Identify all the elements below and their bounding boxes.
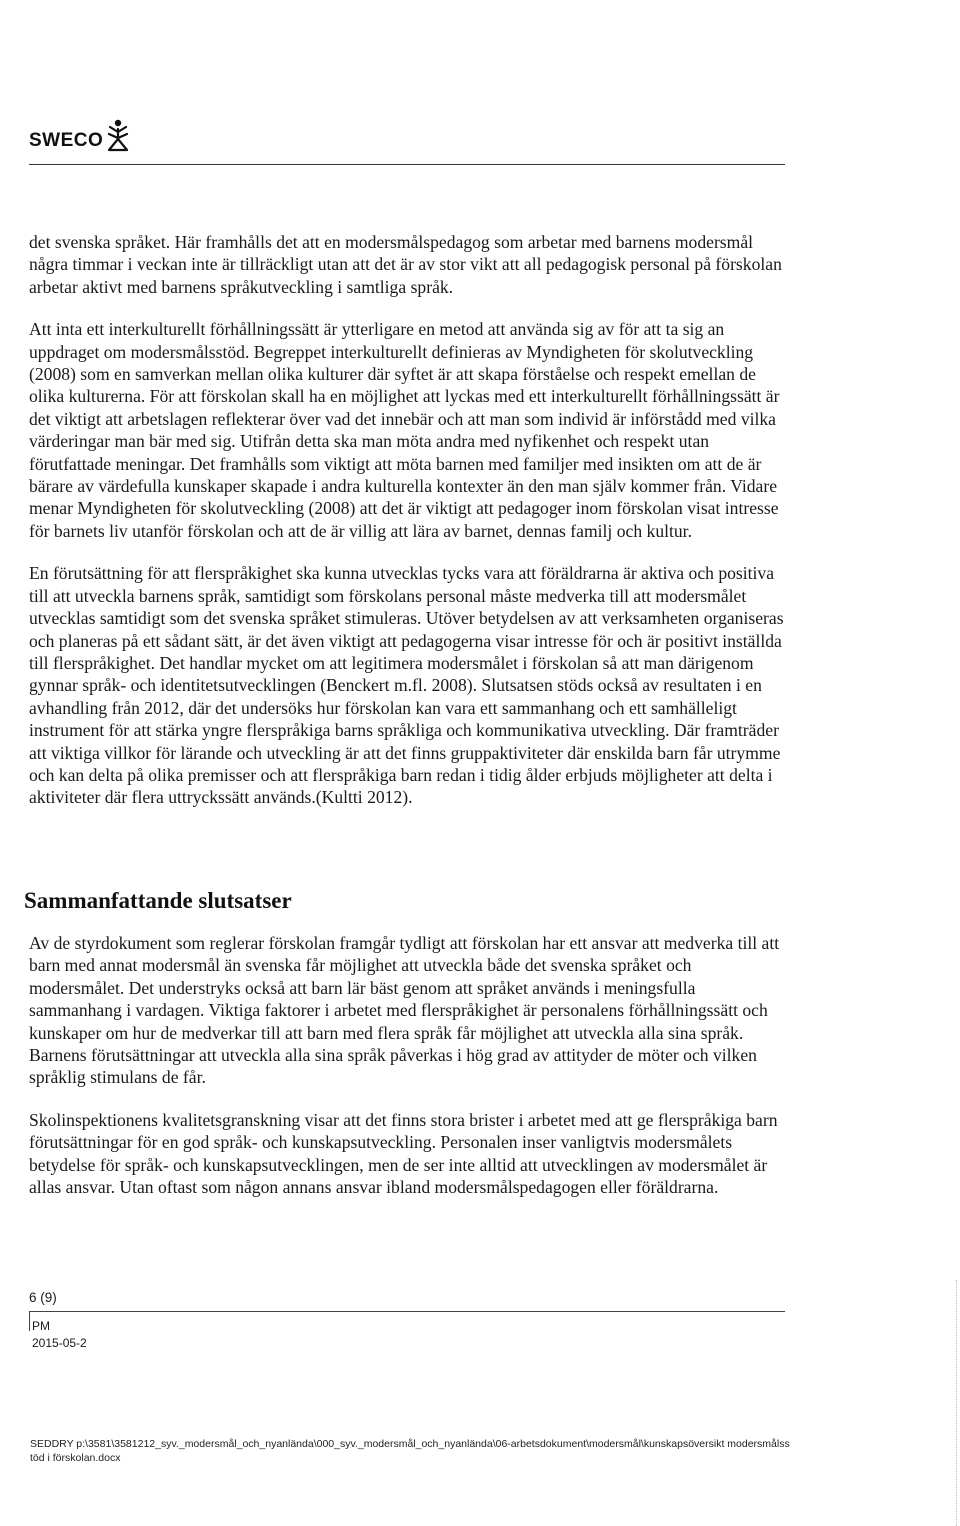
page-number: 6 (9) — [29, 1290, 57, 1305]
sweco-person-icon — [106, 118, 130, 152]
footer-meta — [32, 1318, 87, 1352]
paragraph: Skolinspektionens kvalitetsgranskning visar att det finns stora brister i arbetet med att ge flerspråkiga barn förutsättningar för en god språk- och kunskapsutveckling. Personalen inser vanligtvis modersmålets betydelse för språk- och kunskapsutvecklingen, men de ser inte alltid att utvecklingen av modersmålet är allas ansvar. Utan oftast som någon annans ansvar ibland modersmålspedagogen eller föräldrarna. — [29, 1109, 778, 1198]
sweco-logo — [29, 118, 130, 152]
paragraph: Att inta ett interkulturellt förhållningssätt är ytterligare en metod att använda sig av för att ta sig an uppdraget om modersmålsstöd. Begreppet interkulturellt definieras av Myndigheten för skolutveckling (2008) som en samverkan mellan olika kulturer där syftet är att skapa förståelse och respekt emellan de olika kulturerna. För att förskolan skall ha en möjlighet att lyckas med ett interkulturellt förhållningssätt är det viktigt att arbetslagen reflekterar över vad det innebär och att man som individ är införstådd med vilka värderingar man bär med sig. Utifrån detta ska man möta andra med nyfikenhet och respekt utan förutfattade meningar. Det framhålls som viktigt att möta barnen med familjer med insikten om att de är bärare av värdefulla kunskaper skapade i andra kulturella kontexter än den man själv kommer från. Vidare menar Myndigheten för skolutveckling (2008) att det är viktigt att pedagoger inom förskolan visat intresse för barnets liv utanför förskolan och att de är villig att lära av barnet, dennas familj och kultur. — [29, 319, 780, 541]
header-divider — [29, 164, 785, 165]
logo-text: SWECO — [29, 130, 104, 151]
body-text-bottom — [29, 932, 789, 1218]
paragraph: det svenska språket. Här framhålls det att en modersmålspedagog som arbetar med barnens modersmål några timmar i veckan inte är tillräckligt utan att det är av stor vikt att all pedagogisk personal på förskolan arbetar aktivt med barnens språkutveckling i samtliga språk. — [29, 232, 782, 297]
paragraph: Av de styrdokument som reglerar förskolan framgår tydligt att förskolan har ett ansvar att medverka till att barn med annat modersmål än svenska får möjlighet att utveckla både det svenska språket och modersmålet. Det understryks också att barn lär bäst genom att språket används i meningsfulla sammanhang i vardagen. Viktiga faktorer i arbetet med flerspråkighet är personalens förhållningssätt och kunskaper om hur de medverkar till att barn med flera språk får möjlighet att utveckla alla sina språk. Barnens förutsättningar att utveckla alla sina språk påverkas i hög grad av attityder de möter och vilken språklig stimulans de får. — [29, 933, 780, 1088]
author-initials: PM — [32, 1319, 50, 1333]
file-path: SEDDRY p:\3581\3581212_syv._modersmål_och_nyanlända\000_syv._modersmål_och_nyanlända\06-arbetsdokument\modersmål\kunskapsöversikt modersmålsstöd i förskolan.docx — [30, 1438, 790, 1464]
scan-edge-line — [956, 1280, 957, 1526]
section-heading: Sammanfattande slutsatser — [24, 888, 292, 913]
footer-divider-tick — [29, 1311, 30, 1331]
document-date: 2015-05-2 — [32, 1336, 87, 1350]
body-text-top — [29, 231, 789, 829]
footer-divider — [29, 1311, 785, 1312]
paragraph: En förutsättning för att flerspråkighet ska kunna utvecklas tycks vara att föräldrarna är aktiva och positiva till att utveckla barnens språk, samtidigt som förskolans personal måste medverka till att modersmålet utvecklas samtidigt som det svenska språket stimuleras. Utöver betydelsen av att verksamheten organiseras och planeras på ett sådant sätt, är det även viktigt att pedagogerna visar intresse för och är positivt inställda till flerspråkighet. Det handlar mycket om att legitimera modersmålet i förskolan så att man därigenom gynnar språk- och identitetsutvecklingen (Benckert m.fl. 2008). Slutsatsen stöds också av resultaten i en avhandling från 2012, där det undersöks hur förskolan kan vara ett sammanhang och ett samhälleligt instrument för att stärka yngre flerspråkiga barns språkliga och kommunikativa utveckling. Där framträder att viktiga villkor för lärande och utveckling är att det finns gruppaktiviteter där enskilda barn får utrymme och kan delta på olika premisser och att flerspråkiga barn redan i tidig ålder erbjuds möjligheter att delta i aktiviteter där flera uttryckssätt används.(Kultti 2012). — [29, 563, 784, 808]
